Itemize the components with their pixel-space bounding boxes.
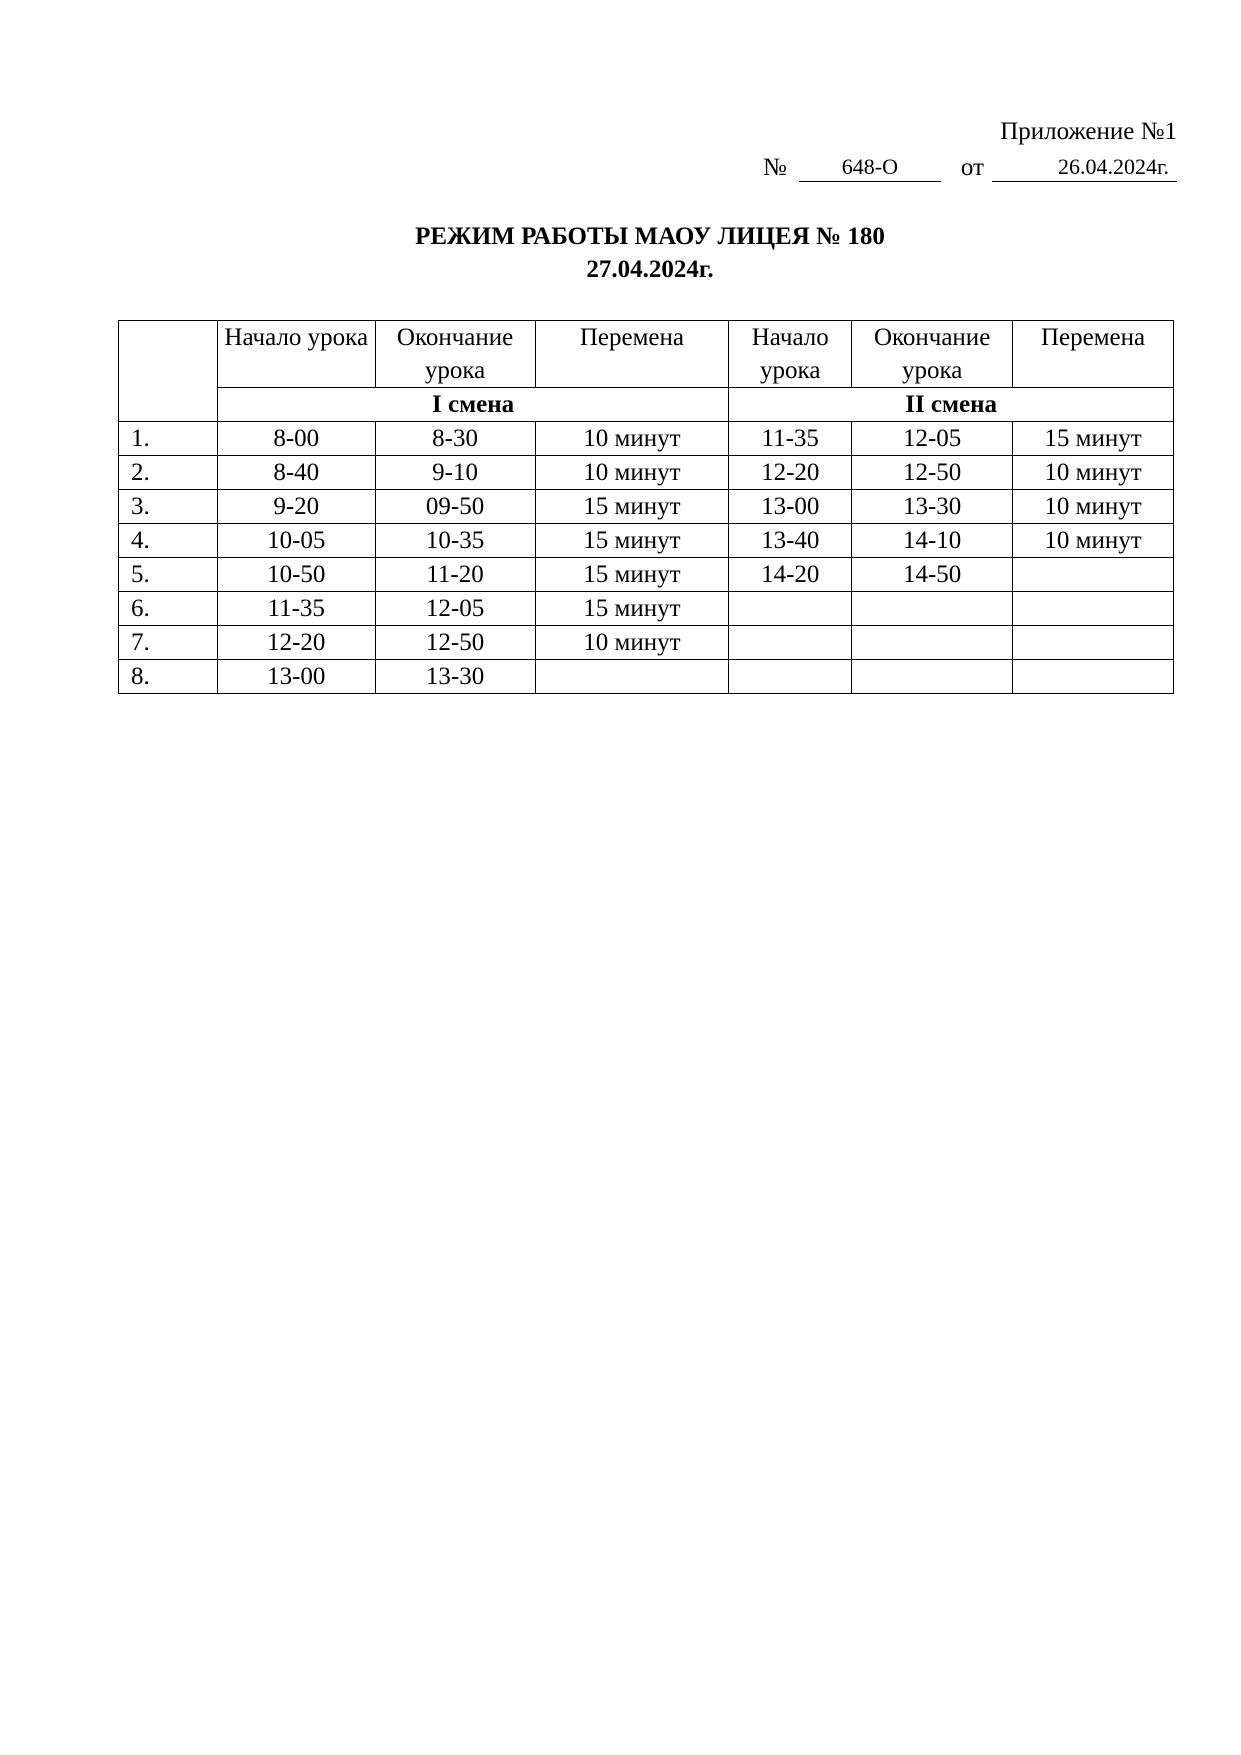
table-cell: 9-20 (217, 490, 375, 524)
table-cell: 11-20 (375, 558, 535, 592)
date-label: от (960, 154, 984, 181)
header-empty-cell (119, 321, 218, 422)
row-number-cell: 1. (119, 422, 218, 456)
row-number-cell: 5. (119, 558, 218, 592)
table-cell: 15 минут (1013, 422, 1174, 456)
table-cell: 8-30 (375, 422, 535, 456)
table-cell: 11-35 (729, 422, 852, 456)
row-number-cell: 8. (119, 660, 218, 694)
table-cell: 10-05 (217, 524, 375, 558)
row-number-cell: 2. (119, 456, 218, 490)
table-cell: 12-50 (375, 626, 535, 660)
table-row (119, 592, 1174, 626)
table-cell: 10-50 (217, 558, 375, 592)
table-row (119, 422, 1174, 456)
table-cell: 10 минут (535, 456, 729, 490)
table-row (119, 558, 1174, 592)
table-cell: 15 минут (535, 524, 729, 558)
column-header: Окончание урока (375, 321, 535, 388)
table-cell (729, 626, 852, 660)
table-row (119, 660, 1174, 694)
table-cell: 12-05 (852, 422, 1013, 456)
table-header-row (119, 321, 1174, 388)
table-cell: 13-00 (217, 660, 375, 694)
table-row (119, 456, 1174, 490)
row-number-cell: 7. (119, 626, 218, 660)
table-cell (852, 660, 1013, 694)
number-label: № (763, 154, 787, 181)
title-line-1: РЕЖИМ РАБОТЫ МАОУ ЛИЦЕЯ № 180 (415, 223, 885, 250)
table-cell: 14-50 (852, 558, 1013, 592)
table-cell (1013, 660, 1174, 694)
column-header: Начало урока (729, 321, 852, 388)
table-cell: 14-20 (729, 558, 852, 592)
schedule-rows (119, 422, 1174, 694)
table-cell: 10 минут (535, 626, 729, 660)
table-cell: 8-40 (217, 456, 375, 490)
table-cell: 10 минут (1013, 524, 1174, 558)
table-cell: 15 минут (535, 592, 729, 626)
table-cell (729, 660, 852, 694)
order-reference (763, 154, 1177, 182)
table-cell: 8-00 (217, 422, 375, 456)
table-cell: 13-30 (852, 490, 1013, 524)
table-cell: 10 минут (535, 422, 729, 456)
shift-2-label: II смена (729, 388, 1174, 422)
order-number: 648-О (799, 154, 941, 182)
table-cell: 12-20 (729, 456, 852, 490)
table-cell (1013, 592, 1174, 626)
table-cell (535, 660, 729, 694)
order-date: 26.04.2024г. (992, 154, 1177, 182)
table-cell: 14-10 (852, 524, 1013, 558)
table-cell: 10 минут (1013, 490, 1174, 524)
appendix-label: Приложение №1 (1000, 118, 1177, 145)
document-title (0, 220, 1241, 286)
table-cell: 10 минут (1013, 456, 1174, 490)
table-cell: 11-35 (217, 592, 375, 626)
shift-header-row (119, 388, 1174, 422)
column-header: Перемена (535, 321, 729, 388)
table-cell: 13-00 (729, 490, 852, 524)
table-cell: 10-35 (375, 524, 535, 558)
table-cell (1013, 558, 1174, 592)
table-row (119, 524, 1174, 558)
column-header: Перемена (1013, 321, 1174, 388)
table-cell (852, 592, 1013, 626)
table-cell: 15 минут (535, 558, 729, 592)
table-cell: 13-30 (375, 660, 535, 694)
table-cell: 09-50 (375, 490, 535, 524)
table-row (119, 626, 1174, 660)
schedule-table (118, 320, 1174, 694)
table-row (119, 490, 1174, 524)
table-cell: 9-10 (375, 456, 535, 490)
row-number-cell: 4. (119, 524, 218, 558)
shift-1-label: I смена (217, 388, 728, 422)
table-cell: 13-40 (729, 524, 852, 558)
row-number-cell: 6. (119, 592, 218, 626)
table-cell: 15 минут (535, 490, 729, 524)
column-header: Начало урока (217, 321, 375, 388)
table-cell: 12-05 (375, 592, 535, 626)
table-cell (852, 626, 1013, 660)
column-header: Окончание урока (852, 321, 1013, 388)
table-cell (1013, 626, 1174, 660)
row-number-cell: 3. (119, 490, 218, 524)
title-line-2: 27.04.2024г. (586, 256, 714, 283)
table-cell: 12-20 (217, 626, 375, 660)
table-cell: 12-50 (852, 456, 1013, 490)
table-cell (729, 592, 852, 626)
